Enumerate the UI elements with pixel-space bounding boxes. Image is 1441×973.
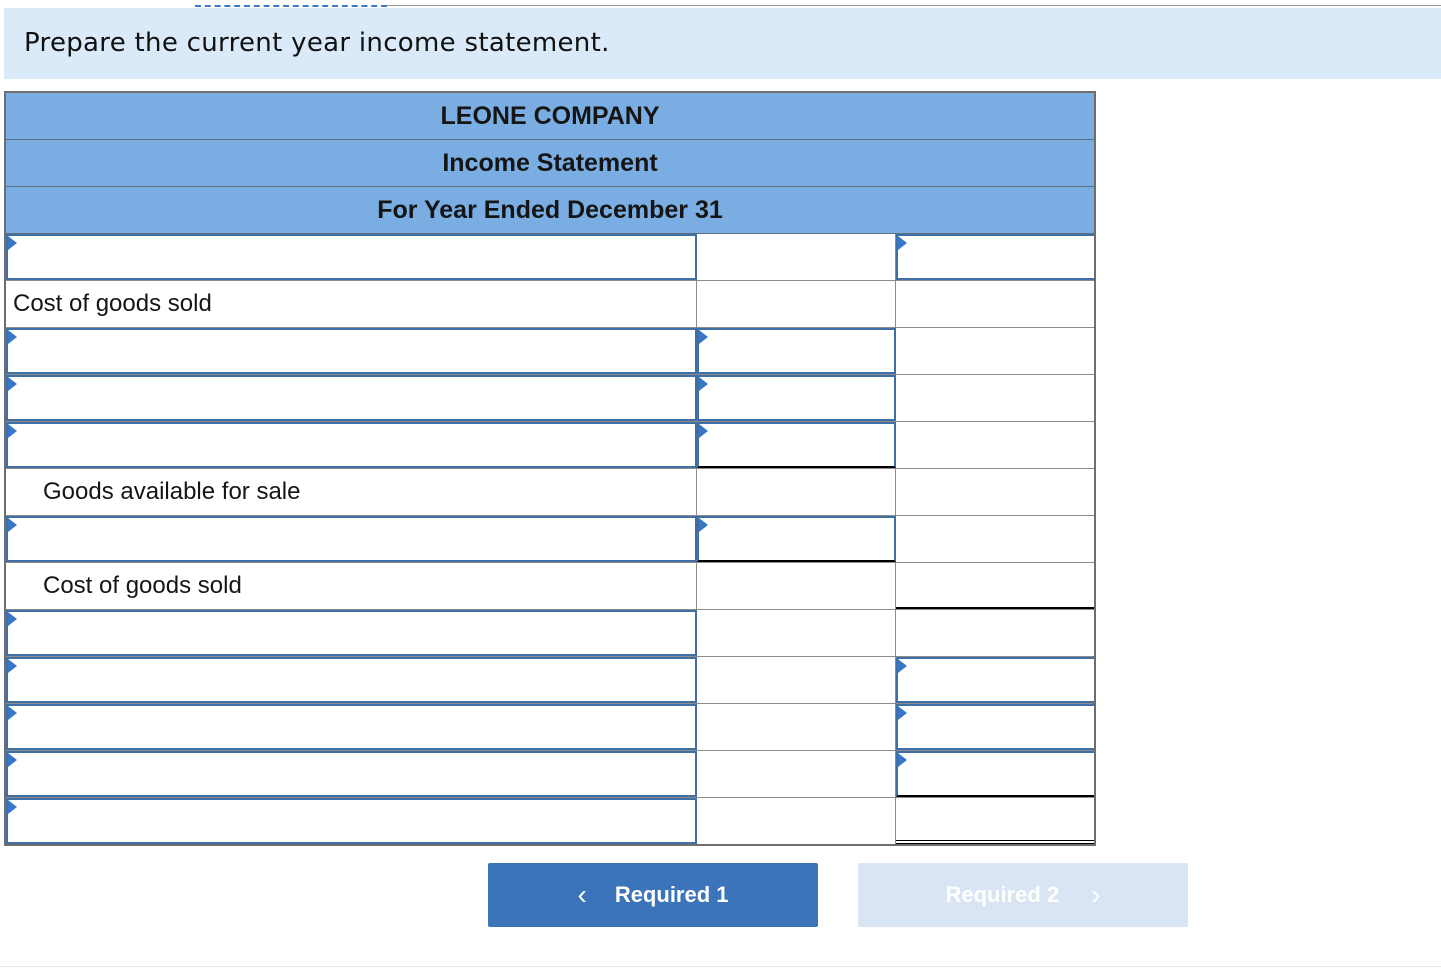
instruction-text: Prepare the current year income statement. [24, 28, 610, 58]
total-amount-input[interactable] [896, 751, 1094, 797]
total-amount-input[interactable] [896, 657, 1094, 703]
chevron-right-icon: › [1091, 879, 1101, 910]
prev-required-button[interactable] [488, 863, 818, 927]
total-cell [896, 563, 1094, 609]
top-divider [387, 5, 1441, 6]
amount-input[interactable] [697, 375, 896, 421]
account-name-input[interactable] [6, 751, 697, 797]
table-row [6, 281, 1094, 328]
row-label: Cost of goods sold [13, 290, 212, 317]
account-name-input[interactable] [6, 375, 697, 421]
amount-cell [697, 281, 896, 327]
statement-title: Income Statement [6, 140, 1094, 187]
table-row [6, 516, 1094, 563]
amount-cell [697, 469, 896, 515]
table-row [6, 469, 1094, 516]
amount-input[interactable] [697, 516, 896, 562]
row-label-cell [6, 469, 697, 515]
amount-input[interactable] [697, 422, 896, 468]
amount-cell [697, 704, 896, 750]
next-button-label: Required 2 [945, 882, 1060, 907]
amount-cell [697, 563, 896, 609]
statement-headers [6, 93, 1094, 234]
table-row [6, 328, 1094, 375]
account-name-input[interactable] [6, 422, 697, 468]
statement-rows [6, 234, 1094, 844]
total-cell [896, 798, 1094, 844]
company-name: LEONE COMPANY [6, 93, 1094, 140]
total-cell [896, 516, 1094, 562]
chevron-left-icon: ‹ [577, 879, 587, 910]
account-name-input[interactable] [6, 657, 697, 703]
total-cell [896, 610, 1094, 656]
total-cell [896, 422, 1094, 468]
total-cell [896, 328, 1094, 374]
prev-button-label: Required 1 [614, 882, 729, 907]
table-row [6, 798, 1094, 844]
statement-period: For Year Ended December 31 [6, 187, 1094, 233]
account-name-input[interactable] [6, 234, 697, 280]
income-statement-table [4, 91, 1096, 846]
amount-cell [697, 657, 896, 703]
table-row [6, 704, 1094, 751]
row-label: Goods available for sale [43, 478, 301, 505]
row-label-cell [6, 281, 697, 327]
amount-cell [697, 234, 896, 280]
row-label: Cost of goods sold [43, 572, 242, 599]
table-row [6, 657, 1094, 704]
account-name-input[interactable] [6, 328, 697, 374]
table-row [6, 375, 1094, 422]
account-name-input[interactable] [6, 704, 697, 750]
total-cell [896, 375, 1094, 421]
account-name-input[interactable] [6, 610, 697, 656]
bottom-divider [0, 966, 1441, 967]
total-amount-input[interactable] [896, 234, 1094, 280]
total-cell [896, 281, 1094, 327]
table-row [6, 610, 1094, 657]
next-required-button[interactable] [858, 863, 1188, 927]
amount-cell [697, 751, 896, 797]
instruction-banner [4, 8, 1441, 79]
total-cell [896, 469, 1094, 515]
amount-cell [697, 610, 896, 656]
table-row [6, 234, 1094, 281]
amount-input[interactable] [697, 328, 896, 374]
account-name-input[interactable] [6, 516, 697, 562]
table-row [6, 751, 1094, 798]
amount-cell [697, 798, 896, 844]
top-dashed-link-marker [195, 5, 387, 7]
total-amount-input[interactable] [896, 704, 1094, 750]
table-row [6, 563, 1094, 610]
row-label-cell [6, 563, 697, 609]
account-name-input[interactable] [6, 798, 697, 844]
table-row [6, 422, 1094, 469]
